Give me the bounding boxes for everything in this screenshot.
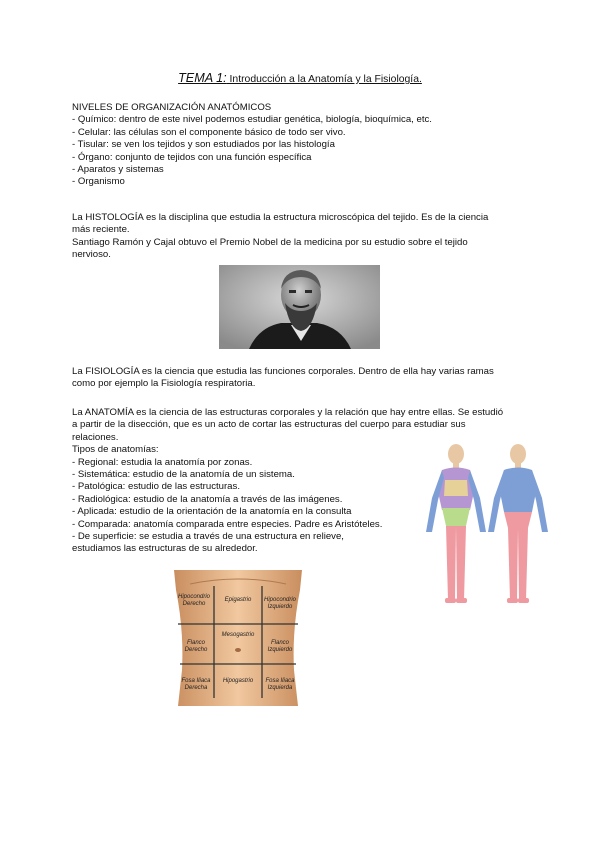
- portrait-illustration: [219, 265, 380, 349]
- list-item: - Celular: las células son el componente básico de todo ser vivo.: [72, 126, 346, 138]
- region-label-epigastrio: Epigastrio: [224, 597, 252, 603]
- paragraph-line: a partir de la disección, que es un acto de cortar las estructuras del cuerpo para estudiar sus: [72, 419, 466, 431]
- fisiologia-section: [72, 366, 524, 391]
- title-number: TEMA 1:: [178, 71, 227, 85]
- list-item: - Químico: dentro de este nivel podemos estudiar genética, biología, bioquímica, etc.: [72, 114, 432, 126]
- histologia-section: [72, 212, 524, 262]
- paragraph-line: La HISTOLOGÍA es la disciplina que estudia la estructura microscópica del tejido. Es de la ciencia: [72, 212, 489, 223]
- list-item: - Sistemática: estudio de la anatomía de un sistema.: [72, 469, 295, 481]
- list-item: - De superficie: se estudia a través de una estructura en relieve,: [72, 531, 344, 543]
- list-item: - Organismo: [72, 176, 125, 188]
- list-item: estudiamos las estructuras de su alrededor.: [72, 543, 258, 555]
- region-label-hipocondrio-derecho: Hipocondrio Derecho: [177, 594, 211, 607]
- paragraph-line: más reciente.: [72, 224, 130, 236]
- region-label-fosa-iliaca-izquierda: Fosa Iliaca Izquierda: [265, 678, 295, 691]
- portrait-photo: [219, 265, 380, 349]
- list-item: - Órgano: conjunto de tejidos con una función específica: [72, 151, 312, 163]
- paragraph-line: La ANATOMÍA es la ciencia de las estructuras corporales y la relación que hay entre ellas. Se estudió: [72, 407, 504, 418]
- list-item: - Comparada: anatomía comparada entre especies. Padre es Aristóteles.: [72, 518, 383, 530]
- region-label-fosa-iliaca-derecha: Fosa Iliaca Derecha: [181, 678, 211, 691]
- title-text: Introducción a la Anatomía y la Fisiología.: [226, 74, 422, 85]
- paragraph-line: Santiago Ramón y Cajal obtuvo el Premio Nobel de la medicina por su estudio sobre el tejido: [72, 236, 468, 248]
- paragraph-line: como por ejemplo la Fisiología respiratoria.: [72, 378, 256, 390]
- list-item: - Aplicada: estudio de la orientación de la anatomía en la consulta: [72, 506, 352, 518]
- list-item: - Patológica: estudio de las estructuras.: [72, 481, 240, 493]
- paragraph-line: La FISIOLOGÍA es la ciencia que estudia las funciones corporales. Dentro de ella hay varias ramas: [72, 366, 494, 377]
- region-label-mesogastrio: Mesogastrio: [221, 632, 255, 638]
- page-title: [0, 72, 600, 86]
- back-figure: [488, 444, 548, 603]
- region-label-hipocondrio-izquierdo: Hipocondrio Izquierdo: [263, 597, 297, 610]
- body-regions-figure: [418, 440, 552, 608]
- abdomen-regions-figure: [170, 570, 306, 706]
- body-regions-illustration: [418, 440, 552, 608]
- niveles-heading: NIVELES DE ORGANIZACIÓN ANATÓMICOS: [72, 102, 272, 113]
- list-item: - Radiológica: estudio de la anatomía a través de las imágenes.: [72, 493, 343, 505]
- front-figure: [426, 444, 486, 603]
- niveles-section: [72, 102, 524, 189]
- region-label-flanco-derecho: Flanco Derecho: [184, 640, 208, 653]
- region-label-hipogastrio: Hipogastrio: [222, 678, 254, 684]
- list-item: - Tisular: se ven los tejidos y son estudiados por las histología: [72, 139, 335, 151]
- region-label-flanco-izquierdo: Flanco Izquierdo: [267, 640, 293, 653]
- paragraph-line: relaciones.: [72, 431, 119, 443]
- abdomen-illustration: [170, 570, 306, 706]
- list-item: - Aparatos y sistemas: [72, 164, 164, 176]
- list-item: - Regional: estudia la anatomía por zonas.: [72, 456, 253, 468]
- paragraph-line: nervioso.: [72, 249, 111, 261]
- tipos-heading: Tipos de anatomías:: [72, 444, 159, 456]
